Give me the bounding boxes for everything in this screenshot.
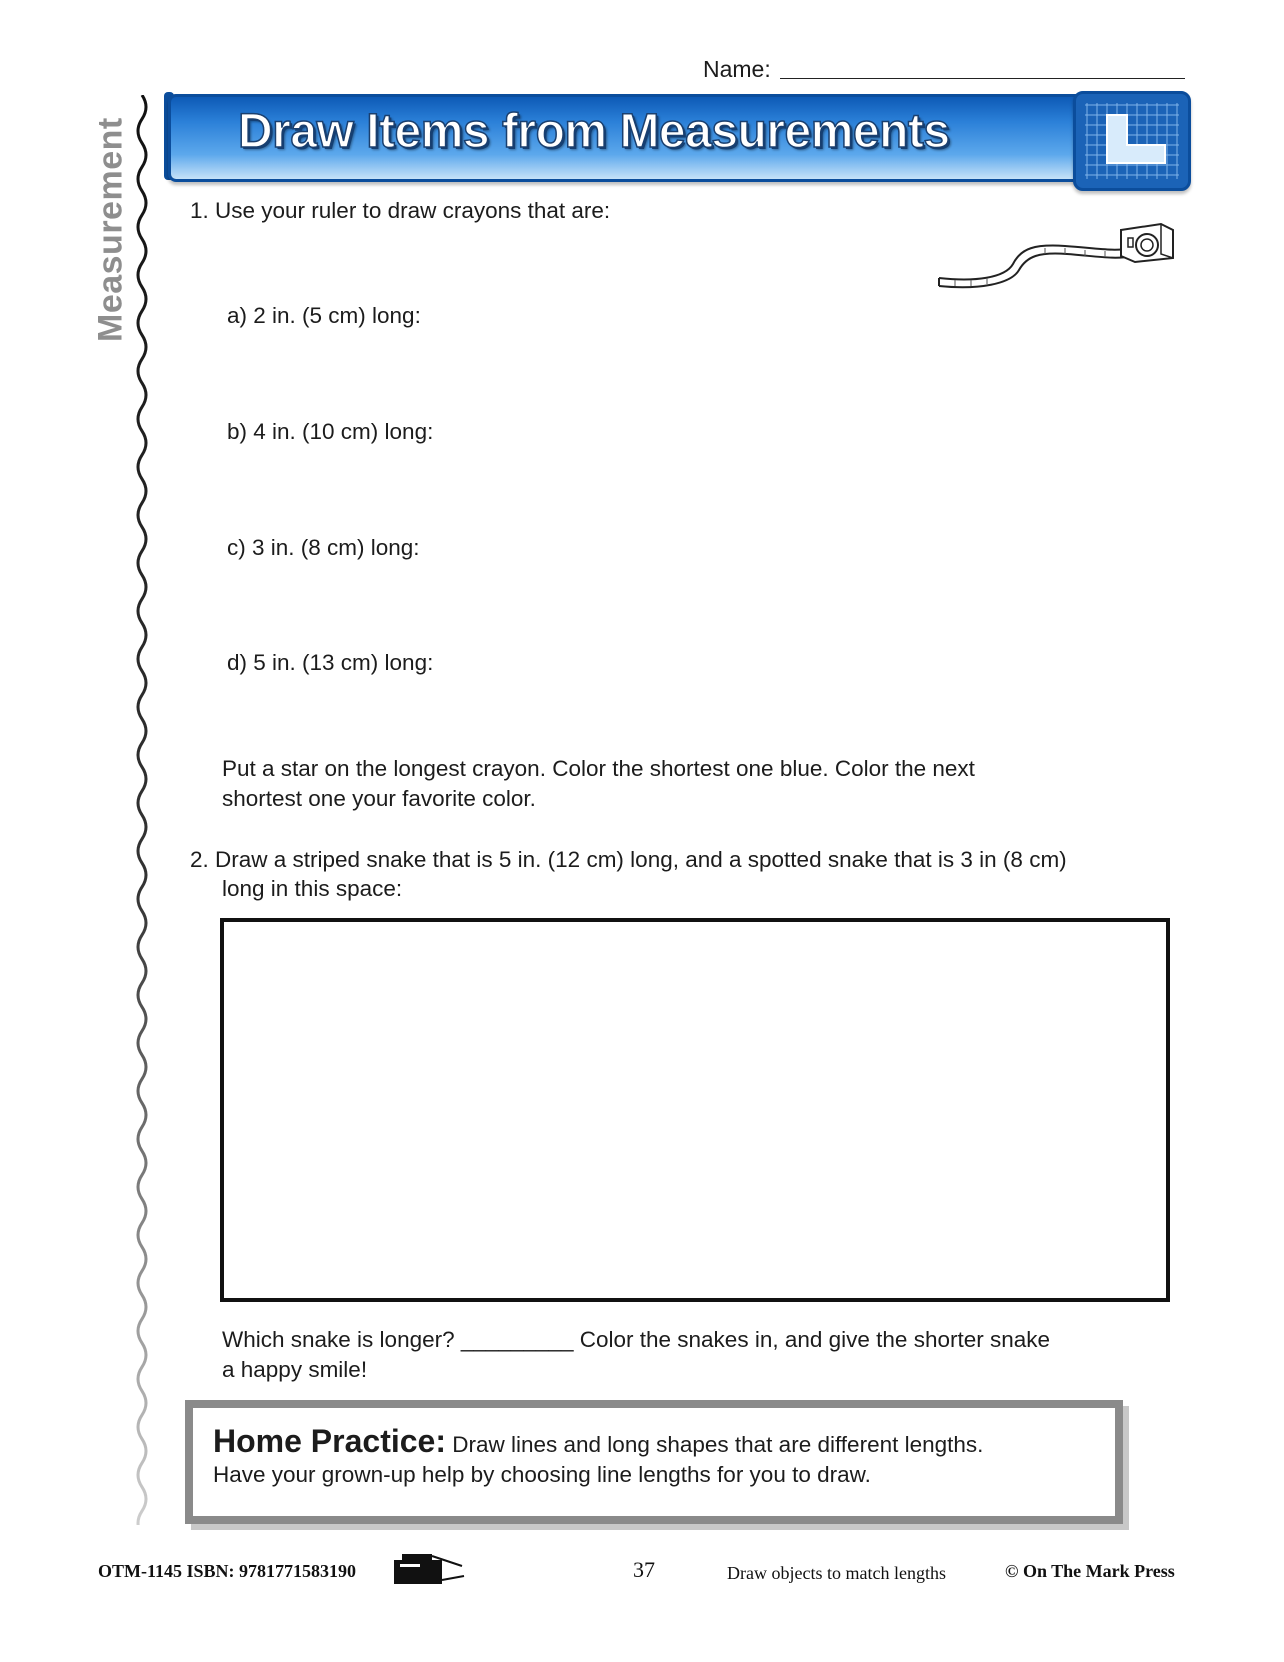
home-practice-title: Home Practice:	[213, 1423, 446, 1459]
page-title: Draw Items from Measurements	[238, 105, 950, 158]
ruler-grid-icon	[1073, 91, 1191, 191]
item-a: a) 2 in. (5 cm) long:	[227, 303, 421, 328]
question-1-prompt: 1. Use your ruler to draw crayons that are:	[190, 198, 611, 223]
name-label: Name:	[703, 56, 771, 82]
home-practice-text-1: Draw lines and long shapes that are different lengths.	[445, 1432, 984, 1457]
side-label: Measurement	[91, 117, 130, 343]
footer-caption: Draw objects to match lengths	[727, 1563, 946, 1583]
name-field[interactable]	[780, 78, 1185, 79]
copier-icon	[392, 1550, 466, 1586]
page-number: 37	[633, 1557, 655, 1582]
followup-line-1: Which snake is longer? _________ Color the snakes in, and give the shorter snake	[222, 1327, 1051, 1352]
followup-line-2: a happy smile!	[222, 1357, 368, 1382]
footer-copyright: © On The Mark Press	[1005, 1561, 1175, 1581]
instruction-line-2: shortest one your favorite color.	[222, 786, 536, 811]
footer-code: OTM-1145 ISBN: 9781771583190	[98, 1561, 357, 1581]
instruction-line-1: Put a star on the longest crayon. Color the shortest one blue. Color the next	[222, 756, 975, 781]
home-practice-box	[185, 1400, 1123, 1524]
tape-measure-icon	[935, 218, 1175, 292]
item-b: b) 4 in. (10 cm) long:	[227, 419, 434, 444]
item-c: c) 3 in. (8 cm) long:	[227, 535, 420, 560]
home-practice-text-2: Have your grown-up help by choosing line lengths for you to draw.	[213, 1462, 871, 1487]
question-2-prompt-line-2: long in this space:	[222, 876, 403, 901]
drawing-area[interactable]	[220, 918, 1170, 1302]
item-d: d) 5 in. (13 cm) long:	[227, 650, 434, 675]
question-2-prompt-line-1: 2. Draw a striped snake that is 5 in. (12 cm) long, and a spotted snake that is 3 in (8 cm)	[190, 847, 1067, 872]
